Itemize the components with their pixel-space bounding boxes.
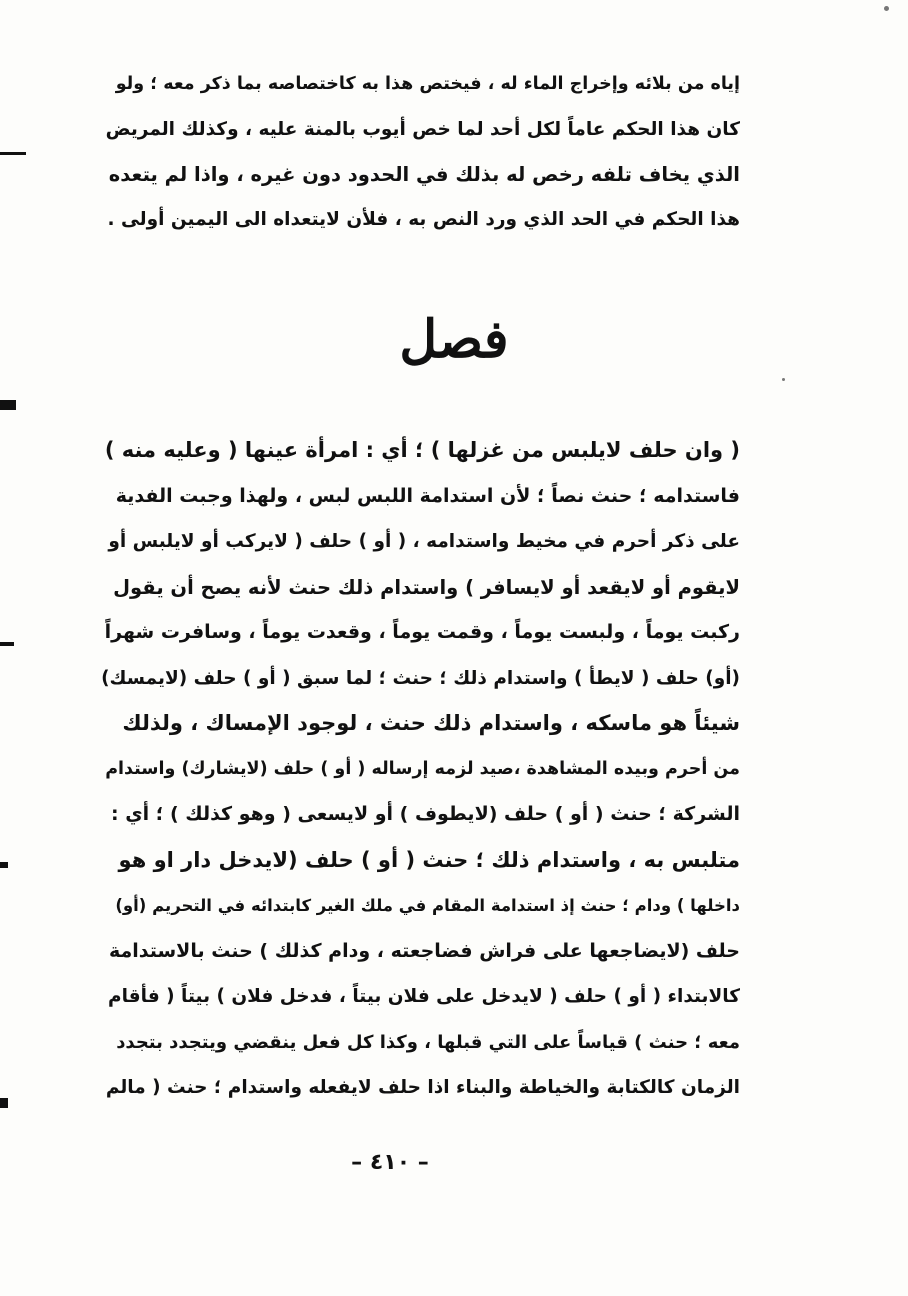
scan-speck <box>884 6 889 11</box>
page-number: – ٤١٠ – <box>351 1150 429 1175</box>
text-line: الزمان كالكتابة والخياطة والبناء اذا حلف لايفعله واستدام ؛ حنث ( مالم <box>105 1077 740 1098</box>
text-line: معه ؛ حنث ) قياساً على التي قبلها ، وكذا كل فعل ينقضي ويتجدد بتجدد <box>116 1031 740 1053</box>
text-line: كالابتداء ( أو ) حلف ( لايدخل على فلان بيتاً ، فدخل فلان ) بيتاً ( فأقام <box>108 986 740 1007</box>
text-line: متلبس به ، واستدام ذلك ؛ حنث ( أو ) حلف (لايدخل دار او هو <box>118 847 740 872</box>
text-line: داخلها ) ودام ؛ حنث إذ استدامة المقام في ملك الغير كابتدائه في التحريم (أو) <box>115 896 740 915</box>
binding-mark <box>0 642 14 646</box>
text-line: إياه من بلائه وإخراج الماء له ، فيختص هذا به كاختصاصه بما ذكر معه ؛ ولو <box>115 74 740 94</box>
binding-mark <box>0 1098 8 1108</box>
text-line: لايقوم أو لايقعد أو لايسافر ) واستدام ذلك حنث لأنه يصح أن يقول <box>113 575 740 599</box>
text-line: حلف (لايضاجعها على فراش فضاجعته ، ودام كذلك ) حنث بالاستدامة <box>108 939 740 962</box>
text-line: شيئاً هو ماسكه ، واستدام ذلك حنث ، لوجود الإمساك ، ولذلك <box>122 711 740 735</box>
main-paragraph <box>100 428 740 1111</box>
text-line: ركبت يوماً ، ولبست يوماً ، وقمت يوماً ، وقعدت يوماً ، وسافرت شهراً <box>104 621 740 643</box>
text-line: من أحرم وبيده المشاهدة ،صيد لزمه إرساله ( أو ) حلف (لايشارك) واستدام <box>105 758 740 779</box>
binding-mark <box>0 152 26 155</box>
section-heading: فصل <box>399 309 509 370</box>
text-line: (أو) حلف ( لايطأ ) واستدام ذلك ؛ حنث ؛ لما سبق ( أو ) حلف (لايمسك) <box>101 667 740 689</box>
text-line: كان هذا الحكم عاماً لكل أحد لما خص أيوب بالمنة عليه ، وكذلك المريض <box>105 119 740 140</box>
text-line: فاستدامه ؛ حنث نصاً ؛ لأن استدامة اللبس لبس ، ولهذا وجبت الفدية <box>115 484 740 507</box>
text-line: هذا الحكم في الحد الذي ورد النص به ، فلأن لايتعداه الى اليمين أولى . <box>107 209 740 230</box>
binding-mark <box>0 400 16 410</box>
text-line: الشركة ؛ حنث ( أو ) حلف (لايطوف ) أو لايسعى ( وهو كذلك ) ؛ أي : <box>110 803 740 825</box>
binding-mark <box>0 862 8 868</box>
text-line: ( وان حلف لايلبس من غزلها ) ؛ أي : امرأة عينها ( وعليه منه ) <box>104 438 740 462</box>
text-line: الذي يخاف تلفه رخص له بذلك في الحدود دون غيره ، واذا لم يتعده <box>108 163 740 186</box>
top-paragraph <box>100 62 740 242</box>
text-line: على ذكر أحرم في مخيط واستدامه ، ( أو ) حلف ( لايركب أو لايلبس أو <box>108 531 740 552</box>
